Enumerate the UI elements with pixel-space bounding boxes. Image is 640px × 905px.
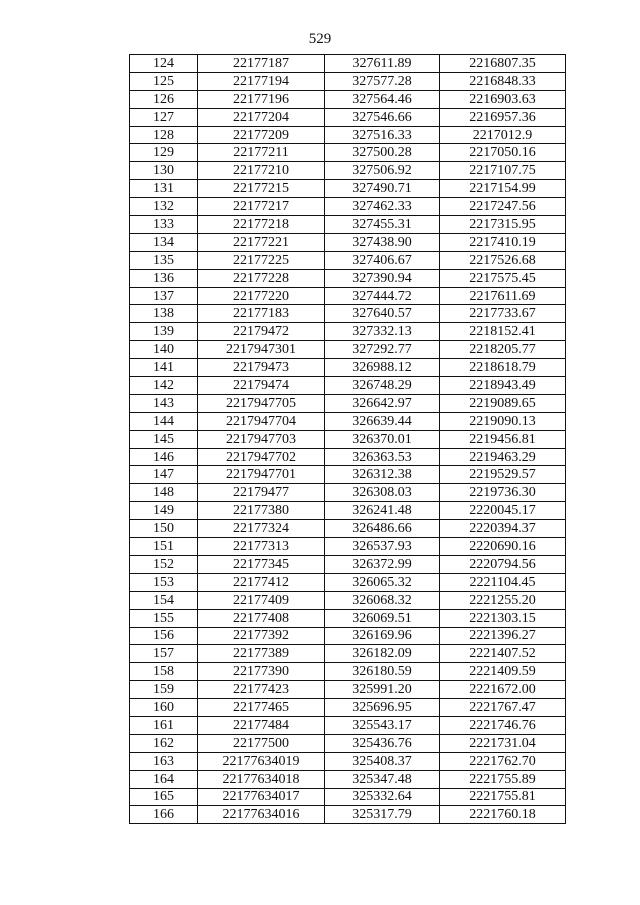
table-row	[130, 394, 566, 412]
table-row	[130, 90, 566, 108]
row-number-cell: 160	[130, 699, 198, 717]
x-coordinate-cell: 327611.89	[325, 55, 440, 73]
point-id-cell: 2217947702	[198, 448, 325, 466]
y-coordinate-cell: 2216903.63	[440, 90, 566, 108]
point-id-cell: 22179477	[198, 484, 325, 502]
y-coordinate-cell: 2221767.47	[440, 699, 566, 717]
x-coordinate-cell: 325991.20	[325, 681, 440, 699]
y-coordinate-cell: 2217050.16	[440, 144, 566, 162]
table-row	[130, 341, 566, 359]
table-row	[130, 323, 566, 341]
table-row	[130, 484, 566, 502]
x-coordinate-cell: 326308.03	[325, 484, 440, 502]
y-coordinate-cell: 2221760.18	[440, 806, 566, 824]
point-id-cell: 22179472	[198, 323, 325, 341]
y-coordinate-cell: 2216957.36	[440, 108, 566, 126]
table-row	[130, 430, 566, 448]
x-coordinate-cell: 326639.44	[325, 412, 440, 430]
x-coordinate-cell: 325347.48	[325, 770, 440, 788]
table-row	[130, 573, 566, 591]
y-coordinate-cell: 2221672.00	[440, 681, 566, 699]
x-coordinate-cell: 326182.09	[325, 645, 440, 663]
point-id-cell: 22177634017	[198, 788, 325, 806]
point-id-cell: 2217947704	[198, 412, 325, 430]
x-coordinate-cell: 326363.53	[325, 448, 440, 466]
page-number: 529	[308, 31, 332, 47]
y-coordinate-cell: 2219463.29	[440, 448, 566, 466]
table-row	[130, 770, 566, 788]
row-number-cell: 158	[130, 663, 198, 681]
point-id-cell: 22177409	[198, 591, 325, 609]
table-row	[130, 788, 566, 806]
row-number-cell: 162	[130, 734, 198, 752]
row-number-cell: 137	[130, 287, 198, 305]
table-row	[130, 269, 566, 287]
point-id-cell: 2217947701	[198, 466, 325, 484]
table-body	[130, 55, 566, 824]
x-coordinate-cell: 327292.77	[325, 341, 440, 359]
point-id-cell: 22177194	[198, 72, 325, 90]
point-id-cell: 22177225	[198, 251, 325, 269]
table-row	[130, 466, 566, 484]
y-coordinate-cell: 2217012.9	[440, 126, 566, 144]
x-coordinate-cell: 325332.64	[325, 788, 440, 806]
x-coordinate-cell: 325436.76	[325, 734, 440, 752]
point-id-cell: 22177408	[198, 609, 325, 627]
x-coordinate-cell: 327516.33	[325, 126, 440, 144]
table-row	[130, 681, 566, 699]
point-id-cell: 22177220	[198, 287, 325, 305]
point-id-cell: 22177209	[198, 126, 325, 144]
table-row	[130, 412, 566, 430]
row-number-cell: 144	[130, 412, 198, 430]
table-row	[130, 555, 566, 573]
x-coordinate-cell: 327462.33	[325, 198, 440, 216]
table-row	[130, 377, 566, 395]
point-id-cell: 22177345	[198, 555, 325, 573]
y-coordinate-cell: 2217107.75	[440, 162, 566, 180]
row-number-cell: 164	[130, 770, 198, 788]
y-coordinate-cell: 2221755.89	[440, 770, 566, 788]
point-id-cell: 22177210	[198, 162, 325, 180]
row-number-cell: 127	[130, 108, 198, 126]
table-row	[130, 699, 566, 717]
x-coordinate-cell: 326169.96	[325, 627, 440, 645]
table-row	[130, 72, 566, 90]
y-coordinate-cell: 2220690.16	[440, 538, 566, 556]
y-coordinate-cell: 2217410.19	[440, 233, 566, 251]
x-coordinate-cell: 326642.97	[325, 394, 440, 412]
table-row	[130, 198, 566, 216]
row-number-cell: 135	[130, 251, 198, 269]
row-number-cell: 157	[130, 645, 198, 663]
point-id-cell: 22177228	[198, 269, 325, 287]
x-coordinate-cell: 326537.93	[325, 538, 440, 556]
row-number-cell: 159	[130, 681, 198, 699]
point-id-cell: 22177634019	[198, 752, 325, 770]
table-row	[130, 663, 566, 681]
coordinates-table	[129, 54, 566, 824]
table-row	[130, 126, 566, 144]
table-row	[130, 627, 566, 645]
row-number-cell: 163	[130, 752, 198, 770]
x-coordinate-cell: 327490.71	[325, 180, 440, 198]
y-coordinate-cell: 2221104.45	[440, 573, 566, 591]
row-number-cell: 148	[130, 484, 198, 502]
point-id-cell: 22177196	[198, 90, 325, 108]
x-coordinate-cell: 326180.59	[325, 663, 440, 681]
row-number-cell: 125	[130, 72, 198, 90]
table-row	[130, 287, 566, 305]
y-coordinate-cell: 2220394.37	[440, 520, 566, 538]
y-coordinate-cell: 2219089.65	[440, 394, 566, 412]
x-coordinate-cell: 327332.13	[325, 323, 440, 341]
table-row	[130, 216, 566, 234]
x-coordinate-cell: 325408.37	[325, 752, 440, 770]
point-id-cell: 2217947301	[198, 341, 325, 359]
y-coordinate-cell: 2216807.35	[440, 55, 566, 73]
point-id-cell: 22177634016	[198, 806, 325, 824]
y-coordinate-cell: 2220794.56	[440, 555, 566, 573]
table-row	[130, 502, 566, 520]
point-id-cell: 22177392	[198, 627, 325, 645]
point-id-cell: 22177217	[198, 198, 325, 216]
table-row	[130, 734, 566, 752]
y-coordinate-cell: 2221407.52	[440, 645, 566, 663]
table-row	[130, 448, 566, 466]
x-coordinate-cell: 326370.01	[325, 430, 440, 448]
row-number-cell: 138	[130, 305, 198, 323]
x-coordinate-cell: 325317.79	[325, 806, 440, 824]
y-coordinate-cell: 2221762.70	[440, 752, 566, 770]
x-coordinate-cell: 326748.29	[325, 377, 440, 395]
point-id-cell: 2217947703	[198, 430, 325, 448]
point-id-cell: 22177500	[198, 734, 325, 752]
x-coordinate-cell: 327640.57	[325, 305, 440, 323]
row-number-cell: 142	[130, 377, 198, 395]
x-coordinate-cell: 327390.94	[325, 269, 440, 287]
table-row	[130, 55, 566, 73]
y-coordinate-cell: 2221409.59	[440, 663, 566, 681]
table-row	[130, 359, 566, 377]
x-coordinate-cell: 327500.28	[325, 144, 440, 162]
point-id-cell: 22177412	[198, 573, 325, 591]
row-number-cell: 129	[130, 144, 198, 162]
y-coordinate-cell: 2221731.04	[440, 734, 566, 752]
x-coordinate-cell: 327455.31	[325, 216, 440, 234]
x-coordinate-cell: 326069.51	[325, 609, 440, 627]
row-number-cell: 126	[130, 90, 198, 108]
row-number-cell: 131	[130, 180, 198, 198]
point-id-cell: 22177484	[198, 716, 325, 734]
x-coordinate-cell: 326486.66	[325, 520, 440, 538]
point-id-cell: 22177390	[198, 663, 325, 681]
row-number-cell: 141	[130, 359, 198, 377]
point-id-cell: 22177380	[198, 502, 325, 520]
x-coordinate-cell: 326241.48	[325, 502, 440, 520]
x-coordinate-cell: 326312.38	[325, 466, 440, 484]
point-id-cell: 22177211	[198, 144, 325, 162]
row-number-cell: 156	[130, 627, 198, 645]
table-row	[130, 645, 566, 663]
y-coordinate-cell: 2217611.69	[440, 287, 566, 305]
y-coordinate-cell: 2219456.81	[440, 430, 566, 448]
row-number-cell: 124	[130, 55, 198, 73]
y-coordinate-cell: 2217575.45	[440, 269, 566, 287]
row-number-cell: 154	[130, 591, 198, 609]
point-id-cell: 22179474	[198, 377, 325, 395]
point-id-cell: 22177204	[198, 108, 325, 126]
table-row	[130, 162, 566, 180]
point-id-cell: 22177187	[198, 55, 325, 73]
y-coordinate-cell: 2218618.79	[440, 359, 566, 377]
y-coordinate-cell: 2217733.67	[440, 305, 566, 323]
row-number-cell: 134	[130, 233, 198, 251]
table-row	[130, 520, 566, 538]
point-id-cell: 22177324	[198, 520, 325, 538]
point-id-cell: 22177389	[198, 645, 325, 663]
y-coordinate-cell: 2218205.77	[440, 341, 566, 359]
table-row	[130, 144, 566, 162]
table-row	[130, 180, 566, 198]
x-coordinate-cell: 327577.28	[325, 72, 440, 90]
row-number-cell: 166	[130, 806, 198, 824]
row-number-cell: 140	[130, 341, 198, 359]
table-row	[130, 716, 566, 734]
y-coordinate-cell: 2217526.68	[440, 251, 566, 269]
x-coordinate-cell: 327444.72	[325, 287, 440, 305]
y-coordinate-cell: 2217154.99	[440, 180, 566, 198]
row-number-cell: 153	[130, 573, 198, 591]
x-coordinate-cell: 327406.67	[325, 251, 440, 269]
row-number-cell: 133	[130, 216, 198, 234]
row-number-cell: 130	[130, 162, 198, 180]
y-coordinate-cell: 2221255.20	[440, 591, 566, 609]
y-coordinate-cell: 2217247.56	[440, 198, 566, 216]
point-id-cell: 22177221	[198, 233, 325, 251]
y-coordinate-cell: 2218943.49	[440, 377, 566, 395]
table-row	[130, 251, 566, 269]
row-number-cell: 152	[130, 555, 198, 573]
y-coordinate-cell: 2220045.17	[440, 502, 566, 520]
x-coordinate-cell: 327546.66	[325, 108, 440, 126]
x-coordinate-cell: 327506.92	[325, 162, 440, 180]
row-number-cell: 139	[130, 323, 198, 341]
table-row	[130, 806, 566, 824]
point-id-cell: 22177218	[198, 216, 325, 234]
row-number-cell: 149	[130, 502, 198, 520]
y-coordinate-cell: 2221755.81	[440, 788, 566, 806]
table-row	[130, 609, 566, 627]
row-number-cell: 143	[130, 394, 198, 412]
table-row	[130, 108, 566, 126]
x-coordinate-cell: 326372.99	[325, 555, 440, 573]
x-coordinate-cell: 325543.17	[325, 716, 440, 734]
y-coordinate-cell: 2219736.30	[440, 484, 566, 502]
row-number-cell: 151	[130, 538, 198, 556]
row-number-cell: 150	[130, 520, 198, 538]
table-row	[130, 305, 566, 323]
point-id-cell: 22177634018	[198, 770, 325, 788]
x-coordinate-cell: 327564.46	[325, 90, 440, 108]
x-coordinate-cell: 326068.32	[325, 591, 440, 609]
row-number-cell: 147	[130, 466, 198, 484]
point-id-cell: 22177313	[198, 538, 325, 556]
table-row	[130, 233, 566, 251]
y-coordinate-cell: 2221746.76	[440, 716, 566, 734]
point-id-cell: 22177183	[198, 305, 325, 323]
row-number-cell: 146	[130, 448, 198, 466]
table-row	[130, 538, 566, 556]
table-row	[130, 591, 566, 609]
x-coordinate-cell: 326065.32	[325, 573, 440, 591]
y-coordinate-cell: 2221396.27	[440, 627, 566, 645]
row-number-cell: 165	[130, 788, 198, 806]
row-number-cell: 128	[130, 126, 198, 144]
point-id-cell: 22177423	[198, 681, 325, 699]
y-coordinate-cell: 2219529.57	[440, 466, 566, 484]
point-id-cell: 22177465	[198, 699, 325, 717]
y-coordinate-cell: 2218152.41	[440, 323, 566, 341]
y-coordinate-cell: 2216848.33	[440, 72, 566, 90]
point-id-cell: 22177215	[198, 180, 325, 198]
point-id-cell: 22179473	[198, 359, 325, 377]
point-id-cell: 2217947705	[198, 394, 325, 412]
row-number-cell: 155	[130, 609, 198, 627]
row-number-cell: 161	[130, 716, 198, 734]
row-number-cell: 136	[130, 269, 198, 287]
table-row	[130, 752, 566, 770]
y-coordinate-cell: 2217315.95	[440, 216, 566, 234]
x-coordinate-cell: 326988.12	[325, 359, 440, 377]
row-number-cell: 132	[130, 198, 198, 216]
y-coordinate-cell: 2219090.13	[440, 412, 566, 430]
y-coordinate-cell: 2221303.15	[440, 609, 566, 627]
x-coordinate-cell: 327438.90	[325, 233, 440, 251]
x-coordinate-cell: 325696.95	[325, 699, 440, 717]
row-number-cell: 145	[130, 430, 198, 448]
